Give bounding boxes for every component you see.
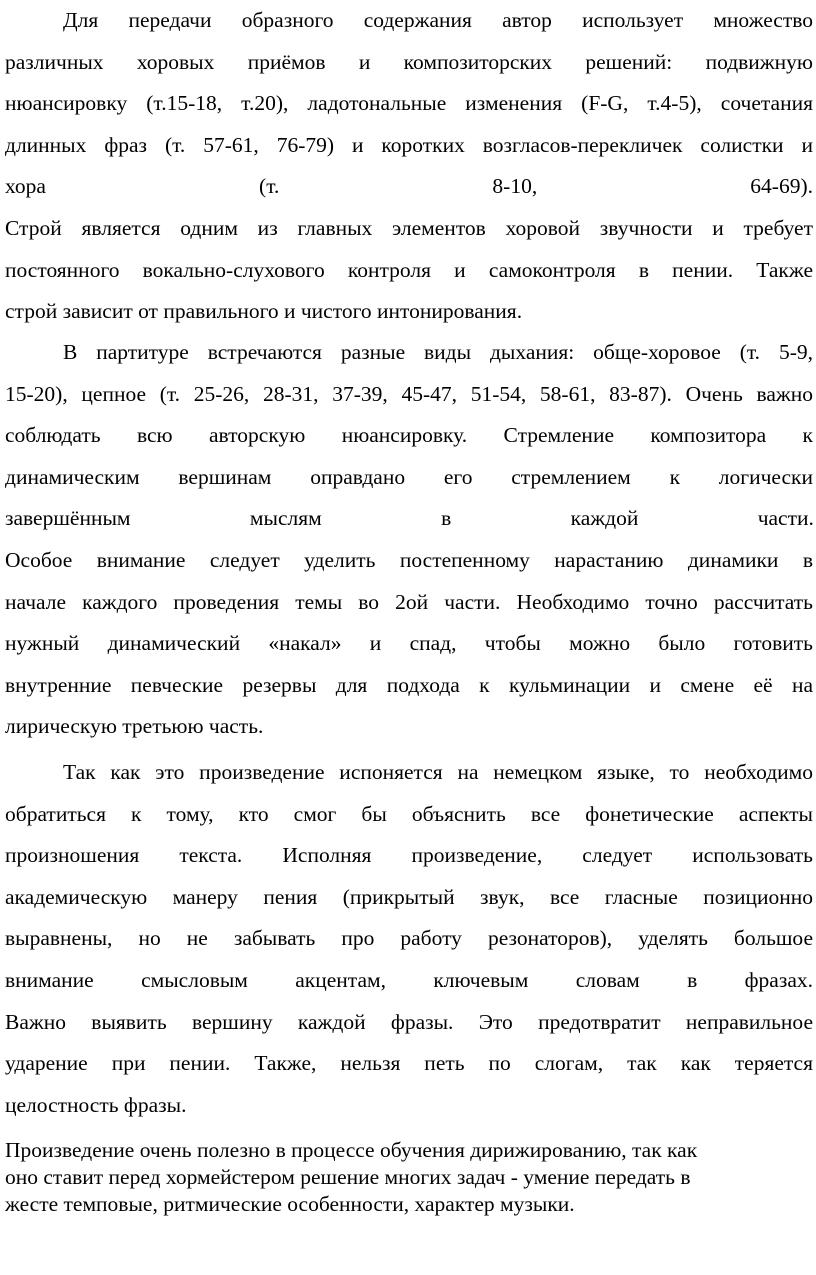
text-line: оно ставит перед хормейстером решение многих задач - умение передать в [5,1165,691,1189]
text-line: Важно выявить вершину каждой фразы. Это предотвратит неправильное [5,1009,813,1034]
text-line: В партитуре встречаются разные виды дыхания: обще-хоровое (т. 5-9, [63,340,813,364]
text-line: Строй является одним из главных элементов хоровой звучности и требует [5,215,813,240]
paragraph-1 [5,0,813,333]
text-line: нюансировку (т.15-18, т.20), ладотональные изменения (F-G, т.4-5), сочетания [5,91,813,116]
text-line: Так как это произведение испоняется на немецком языке, то необходимо [63,760,813,784]
text-line: завершённым мыслям в каждой части. [5,506,814,531]
text-line: длинных фраз (т. 57-61, 76-79) и коротких возгласов-перекличек солистки и [5,132,813,157]
text-line-spread [5,498,813,540]
text-line: обратиться к тому, кто смог бы объяснить все фонетические аспекты [5,801,813,826]
text-line: произношения текста. Исполняя произведение, следует использовать [5,843,813,868]
text-line: начале каждого проведения темы во 2ой части. Необходимо точно рассчитать [5,589,813,614]
text-line: Для передачи образного содержания автор использует множество [63,8,813,32]
text-line: хора (т. 8-10, 64-69). [5,174,813,199]
text-line: академическую манеру пения (прикрытый звук, все гласные позиционно [5,884,813,909]
text-line: внутренние певческие резервы для подхода к кульминации и смене её на [5,672,813,697]
text-line: 15-20), цепное (т. 25-26, 28-31, 37-39, 45-47, 51-54, 58-61, 83-87). Очень важно [5,381,813,406]
text-line: различных хоровых приёмов и композиторских решений: подвижную [5,49,813,74]
text-line: выравнены, но не забывать про работу резонаторов), уделять большое [5,926,813,951]
paragraph-3 [5,752,813,1126]
text-line-spread [5,166,813,208]
text-line: строй зависит от правильного и чистого интонирования. [5,299,523,324]
text-line: нужный динамический «накал» и спад, чтобы можно было готовить [5,631,813,656]
text-line: Особое внимание следует уделить постепенному нарастанию динамики в [5,547,813,572]
text-line: динамическим вершинам оправдано его стремлением к логически [5,464,813,489]
text-line: Произведение очень полезно в процессе обучения дирижированию, так как [5,1138,698,1162]
paragraph-2 [5,332,813,748]
text-line: ударение при пении. Также, нельзя петь по слогам, так как теряется [5,1051,813,1076]
text-line: соблюдать всю авторскую нюансировку. Стремление композитора к [5,423,813,448]
text-line: целостность фразы. [5,1092,187,1117]
paragraph-4 [5,1137,813,1218]
text-line: постоянного вокально-слухового контроля и самоконтроля в пении. Также [5,257,813,282]
text-line: внимание смысловым акцентам, ключевым словам в фразах. [5,967,813,992]
text-line: жесте темповые, ритмические особенности, характер музыки. [5,1192,575,1216]
text-line: лирическую третьюю часть. [5,714,264,739]
